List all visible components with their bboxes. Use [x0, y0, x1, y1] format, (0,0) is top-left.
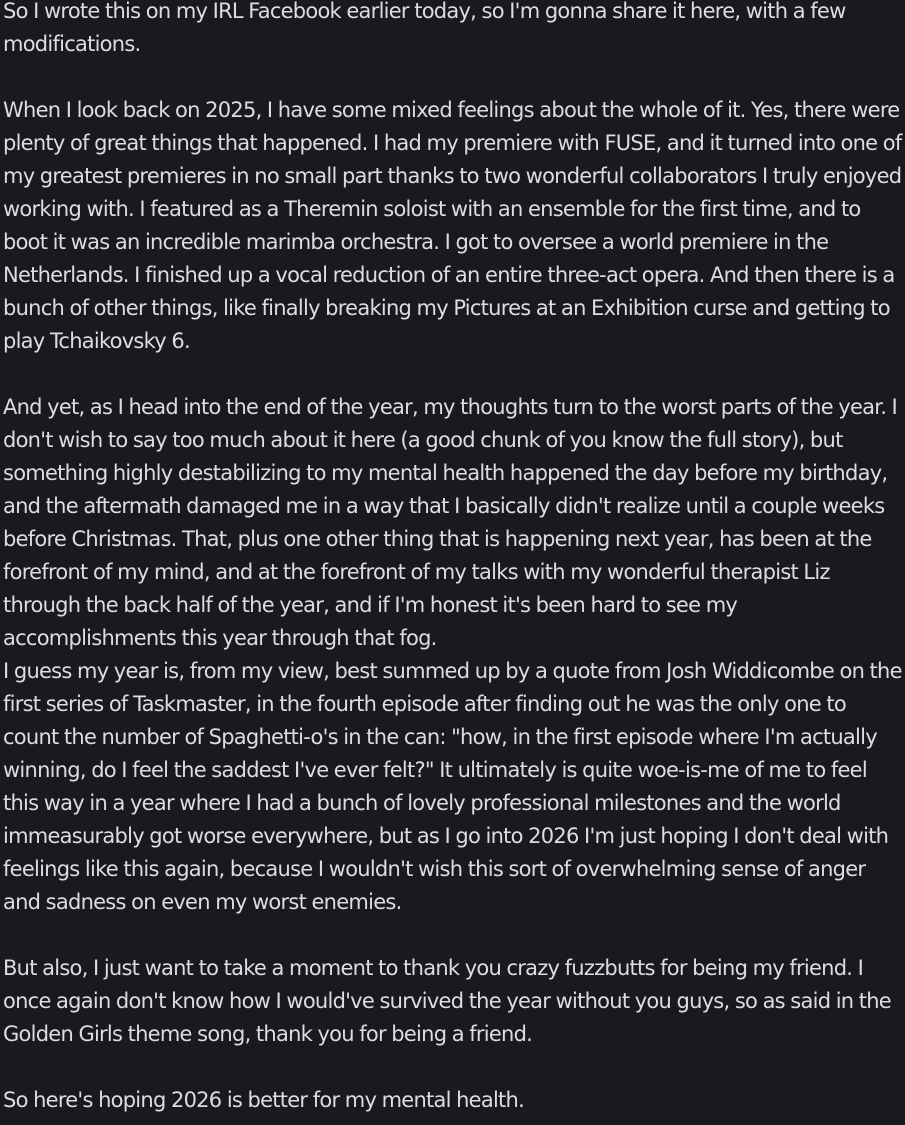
message-paragraph-highlights: When I look back on 2025, I have some mixed feelings about the whole of it. Yes, there were plenty of great things that happened. I had my premiere with FUSE, and it turned into one of my greatest premieres in no small part thanks to two wonderful collaborators I truly enjoyed working with. I featured as a Theremin soloist with an ensemble for the first time, and to boot it was an incredible marimba orchestra. I got to oversee a world premiere in the Netherlands. I finished up a vocal reduction of an entire three-act opera. And then there is a bunch of other things, like finally breaking my Pictures at an Exhibition curse and getting to play Tchaikovsky 6.	[3, 98, 902, 353]
message-paragraph-thanks: But also, I just want to take a moment to thank you crazy fuzzbutts for being my friend. I once again don't know how I would've survived the year without you guys, so as said in the Golden Girls theme song, thank you for being a friend.	[3, 956, 891, 1046]
message-paragraph-intro: So I wrote this on my IRL Facebook earlier today, so I'm gonna share it here, with a few modifications.	[3, 0, 846, 56]
message-paragraph-quote: I guess my year is, from my view, best summed up by a quote from Josh Widdicombe on the first series of Taskmaster, in the fourth episode after finding out he was the only one to count the number of Spaghetti-o's in the can: "how, in the first episode where I'm actually winning, do I feel the saddest I've ever felt?" It ultimately is quite woe-is-me of me to feel this way in a year where I had a bunch of lovely professional milestones and the world immeasurably got worse everywhere, but as I go into 2026 I'm just hoping I don't deal with feelings like this again, because I wouldn't wish this sort of overwhelming sense of anger and sadness on even my worst enemies.	[3, 659, 902, 914]
message-paragraph-closing: So here's hoping 2026 is better for my mental health.	[3, 1088, 525, 1112]
message-paragraph-struggles: And yet, as I head into the end of the year, my thoughts turn to the worst parts of the year. I don't wish to say too much about it here (a good chunk of you know the full story), but something highly destabilizing to my mental health happened the day before my birthday, and the aftermath damaged me in a way that I basically didn't realize until a couple weeks before Christmas. That, plus one other thing that is happening next year, has been at the forefront of my mind, and at the forefront of my talks with my wonderful therapist Liz through the back half of the year, and if I'm honest it's been hard to see my accomplishments this year through that fog.	[3, 395, 898, 650]
